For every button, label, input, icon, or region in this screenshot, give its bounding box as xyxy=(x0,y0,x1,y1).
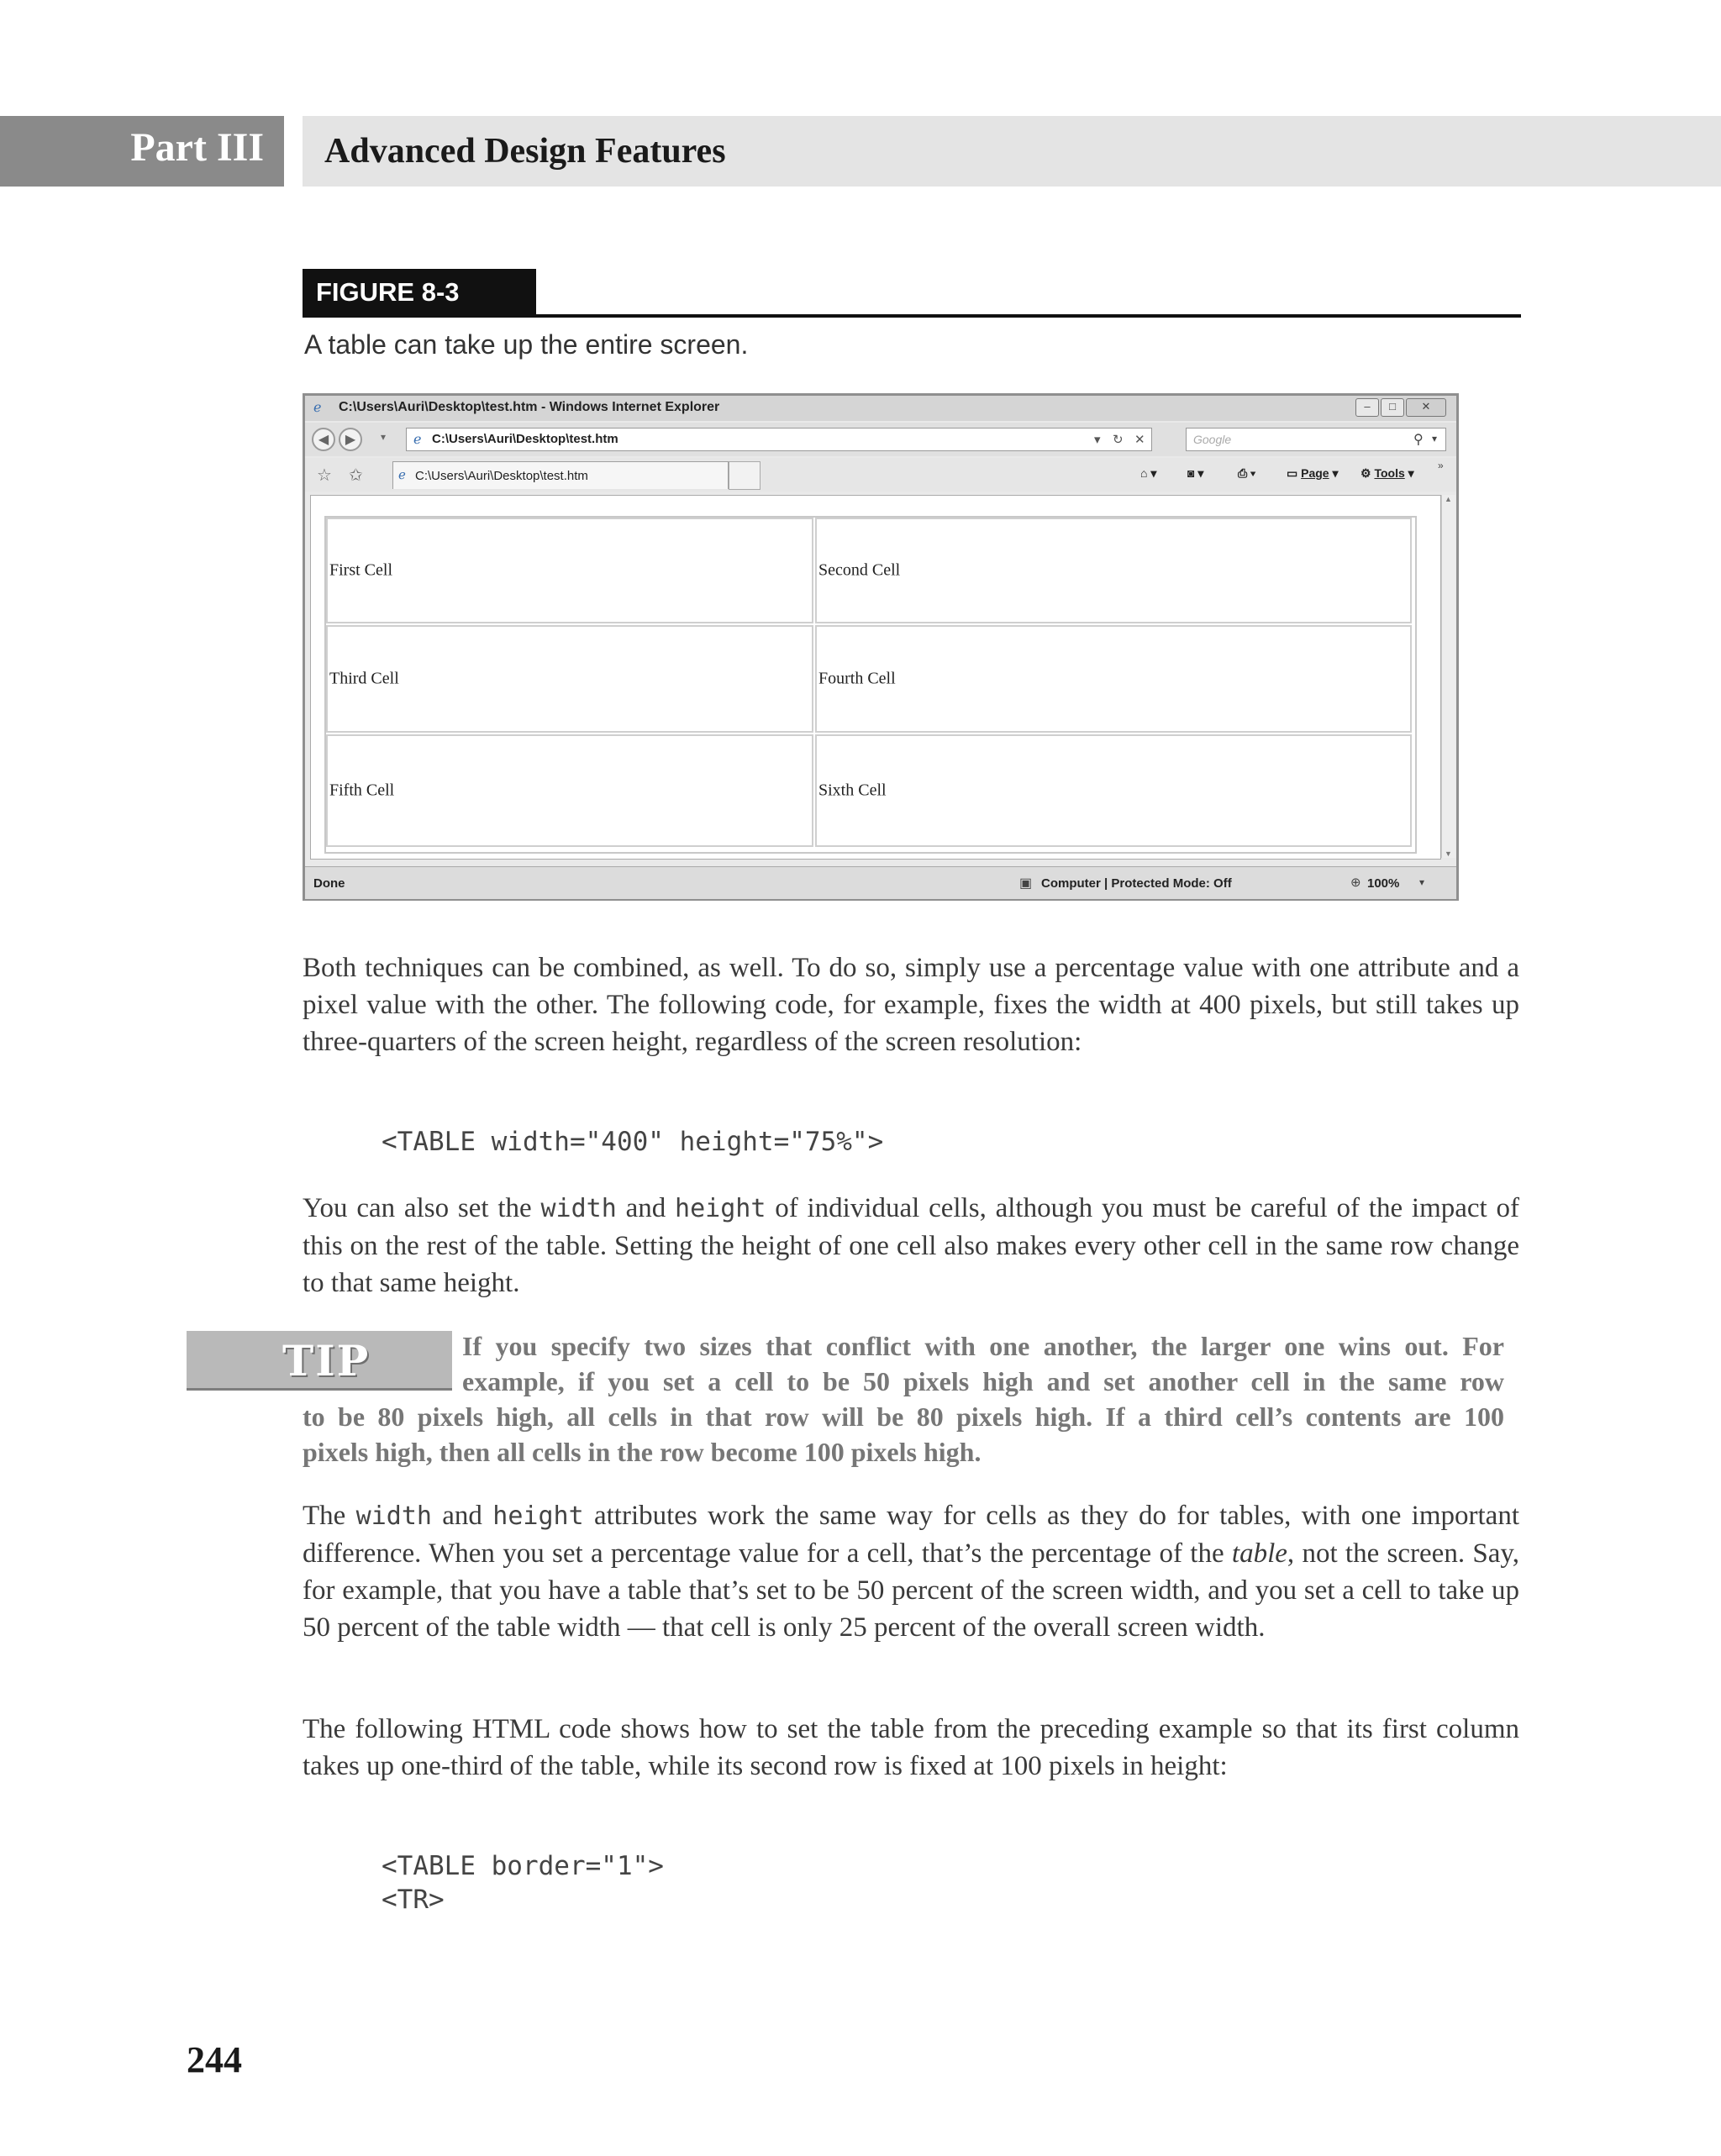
address-toolbar xyxy=(305,423,1456,456)
cell-text: Third Cell xyxy=(329,669,399,688)
paragraph-1: Both techniques can be combined, as well. To do so, simply use a percentage value with one attribute and a pixel value with the other. The following code, for example, fixes the width at 400 pixels, but still takes up three-quarters of the screen height, regardless of the screen resolution: xyxy=(303,953,1519,1057)
zoom-icon[interactable]: ⊕ xyxy=(1350,876,1361,890)
window-title: C:\Users\Auri\Desktop\test.htm - Windows Internet Explorer xyxy=(339,400,720,414)
search-input[interactable] xyxy=(1186,428,1446,451)
address-text: C:\Users\Auri\Desktop\test.htm xyxy=(432,432,618,446)
chevron-right-icon[interactable]: » xyxy=(1438,460,1444,471)
vertical-scrollbar[interactable] xyxy=(1441,495,1455,858)
ie-logo-icon: ℯ xyxy=(313,401,322,415)
paragraph-2 xyxy=(303,1190,1519,1301)
favorites-bar xyxy=(305,458,1456,492)
tools-menu-label: Tools xyxy=(1374,466,1405,480)
computer-icon: ▣ xyxy=(1019,876,1033,891)
cell-text: First Cell xyxy=(329,560,393,580)
home-icon[interactable]: ⌂ ▾ xyxy=(1140,466,1157,480)
text-run: , not the screen. Say, for example, that you have a table that’s set to be 50 percent of the screen width, and you set a cell to take up 50 percent of the table width — that cell is only 25 percent of the overall screen width. xyxy=(303,1538,1519,1643)
text-run: attributes work the same way for cells as they do for tables, with one important difference. When you set a percentage value for a cell, that’s the percentage of the xyxy=(303,1501,1519,1569)
minimize-icon[interactable]: – xyxy=(1355,398,1379,417)
stop-icon[interactable]: ✕ xyxy=(1134,433,1145,447)
search-dropdown-icon[interactable]: ▾ xyxy=(1432,433,1438,444)
page-menu-label: Page xyxy=(1301,466,1329,480)
part-label: Part III xyxy=(130,125,264,170)
security-zone: Computer | Protected Mode: Off xyxy=(1041,876,1232,891)
paragraph-4: The following HTML code shows how to set the table from the preceding example so that its first column takes up one-third of the table, while its second row is fixed at 100 pixels in height: xyxy=(303,1714,1519,1781)
address-input[interactable] xyxy=(406,428,1152,451)
table-cell xyxy=(815,734,1412,847)
tip-badge xyxy=(187,1331,452,1391)
print-icon[interactable]: ⎙ ▾ xyxy=(1238,466,1255,480)
table-cell xyxy=(326,734,813,847)
text-run: of individual cells, although you must be careful of the impact of this on the rest of the table. Setting the height of one cell also makes every other cell in the same row change to that same height. xyxy=(303,1193,1519,1298)
table-cell xyxy=(326,518,813,623)
figure-label: FIGURE 8-3 xyxy=(316,277,460,307)
back-icon[interactable]: ◀ xyxy=(312,428,335,451)
tip-line-1: If you specify two sizes that conflict with one another, the larger one wins out. For xyxy=(462,1331,1504,1361)
search-icon[interactable]: ⚲ xyxy=(1413,433,1424,447)
cell-text: Fifth Cell xyxy=(329,781,395,800)
tip-line-4: pixels high, then all cells in the row become 100 pixels high. xyxy=(303,1437,982,1467)
browser-screenshot xyxy=(303,393,1459,901)
search-placeholder: Google xyxy=(1193,433,1232,446)
tab-title: C:\Users\Auri\Desktop\test.htm xyxy=(415,469,588,483)
paragraph-3 xyxy=(303,1497,1519,1646)
figure-rule xyxy=(303,314,1521,318)
text-run: and xyxy=(431,1501,493,1531)
tip-line-2: example, if you set a cell to be 50 pixels high and set another cell in the same row xyxy=(462,1366,1504,1396)
status-text: Done xyxy=(313,876,345,891)
code-height: height xyxy=(675,1194,766,1223)
favorites-star-icon[interactable]: ☆ xyxy=(317,466,332,485)
chapter-title: Advanced Design Features xyxy=(324,132,726,171)
code-sample-2-line-2: <TR> xyxy=(382,1885,445,1915)
emphasis-table: table xyxy=(1231,1538,1287,1569)
figure-caption: A table can take up the entire screen. xyxy=(304,329,749,360)
part-tab xyxy=(0,116,284,187)
scroll-down-icon[interactable]: ▼ xyxy=(1445,849,1452,858)
code-sample-1: <TABLE width="400" height="75%"> xyxy=(382,1127,884,1157)
scroll-up-icon[interactable]: ▲ xyxy=(1445,495,1452,503)
text-run: You can also set the xyxy=(303,1193,541,1223)
page-content xyxy=(310,495,1441,860)
refresh-icon[interactable]: ↻ xyxy=(1113,433,1124,447)
tip-line-3: to be 80 pixels high, all cells in that row will be 80 pixels high. If a third cell’s contents are 100 xyxy=(303,1401,1504,1432)
zoom-dropdown-icon[interactable]: ▾ xyxy=(1419,876,1425,888)
cell-text: Sixth Cell xyxy=(818,781,887,800)
zoom-level[interactable]: 100% xyxy=(1367,876,1400,891)
code-height: height xyxy=(492,1501,584,1531)
code-width: width xyxy=(540,1194,617,1223)
forward-icon[interactable]: ▶ xyxy=(339,428,362,451)
code-width: width xyxy=(355,1501,432,1531)
figure-label-tab xyxy=(303,269,536,314)
code-sample-2-line-1: <TABLE border="1"> xyxy=(382,1851,664,1881)
demo-table xyxy=(324,516,1417,854)
feeds-icon[interactable]: ◙ ▾ xyxy=(1187,466,1204,480)
table-cell xyxy=(326,625,813,733)
tab-page-icon: ℯ xyxy=(398,468,406,482)
address-dropdown-icon[interactable]: ▾ xyxy=(1094,433,1101,447)
cell-text: Second Cell xyxy=(818,560,901,580)
status-bar xyxy=(305,866,1456,899)
tip-label: TIP xyxy=(282,1336,371,1386)
browser-tab[interactable] xyxy=(392,461,729,489)
cell-text: Fourth Cell xyxy=(818,669,896,688)
running-header xyxy=(303,116,1721,187)
maximize-icon[interactable]: □ xyxy=(1381,398,1404,417)
text-run: and xyxy=(616,1193,676,1223)
page-menu[interactable]: ▭ Page ▾ xyxy=(1287,466,1339,480)
close-icon[interactable]: ✕ xyxy=(1406,398,1446,417)
history-dropdown-icon[interactable]: ▾ xyxy=(381,431,387,443)
page-icon: ℯ xyxy=(413,433,422,447)
new-tab-button[interactable] xyxy=(729,461,761,490)
text-run: The xyxy=(303,1501,356,1531)
page-number: 244 xyxy=(187,2039,242,2080)
tools-menu[interactable]: ⚙ Tools ▾ xyxy=(1360,466,1414,480)
table-cell xyxy=(815,518,1412,623)
add-favorite-icon[interactable]: ✩ xyxy=(349,466,363,485)
browser-title-bar xyxy=(305,396,1456,421)
table-cell xyxy=(815,625,1412,733)
